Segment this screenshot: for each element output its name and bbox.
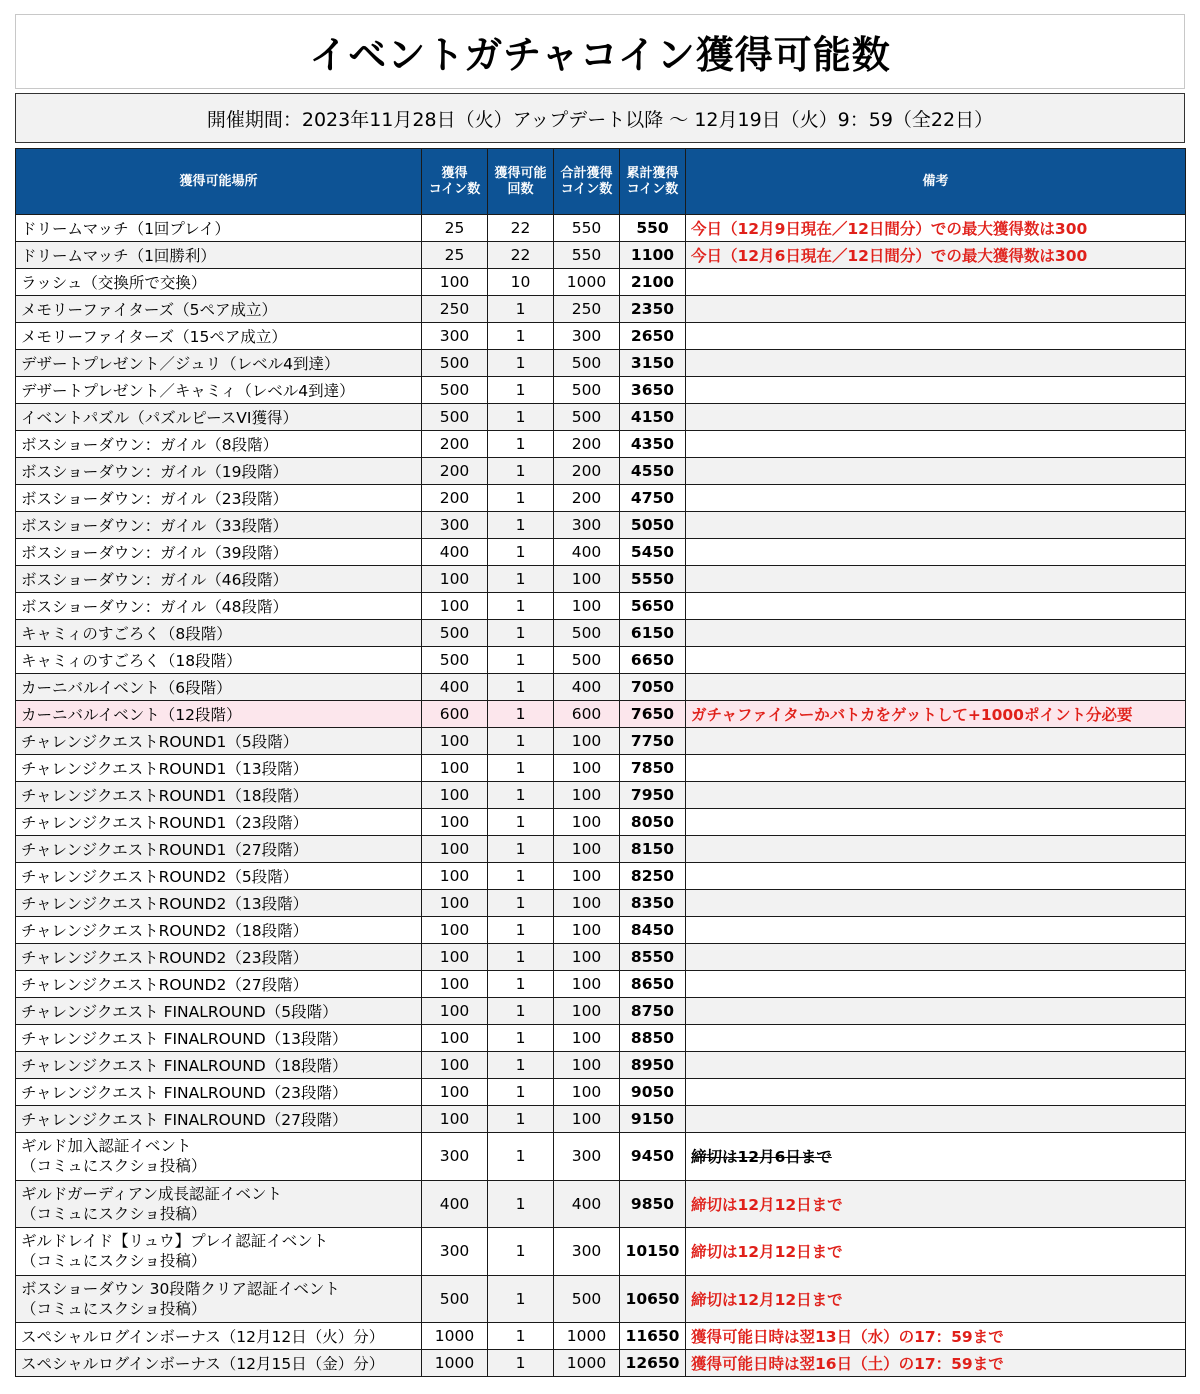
cell-coins: 100 bbox=[422, 1052, 488, 1079]
table-header-row bbox=[16, 149, 1186, 215]
table-row bbox=[16, 566, 1186, 593]
cell-total: 100 bbox=[554, 593, 620, 620]
cell-cumulative: 3150 bbox=[620, 350, 686, 377]
cell-total: 100 bbox=[554, 836, 620, 863]
cell-place: チャレンジクエストROUND1（18段階） bbox=[16, 782, 422, 809]
table-row bbox=[16, 242, 1186, 269]
cell-times: 1 bbox=[488, 458, 554, 485]
cell-times: 1 bbox=[488, 1228, 554, 1276]
cell-cumulative: 8950 bbox=[620, 1052, 686, 1079]
table-row bbox=[16, 647, 1186, 674]
cell-note bbox=[686, 863, 1186, 890]
cell-cumulative: 8750 bbox=[620, 998, 686, 1025]
cell-total: 100 bbox=[554, 863, 620, 890]
cell-times: 1 bbox=[488, 296, 554, 323]
cell-cumulative: 1100 bbox=[620, 242, 686, 269]
cell-coins: 100 bbox=[422, 809, 488, 836]
cell-note bbox=[686, 1106, 1186, 1133]
cell-cumulative: 2100 bbox=[620, 269, 686, 296]
cell-cumulative: 2650 bbox=[620, 323, 686, 350]
cell-note bbox=[686, 836, 1186, 863]
cell-place: カーニバルイベント（6段階） bbox=[16, 674, 422, 701]
cell-note bbox=[686, 1025, 1186, 1052]
cell-coins: 100 bbox=[422, 755, 488, 782]
cell-coins: 500 bbox=[422, 647, 488, 674]
table-row bbox=[16, 512, 1186, 539]
table-row bbox=[16, 215, 1186, 242]
cell-coins: 500 bbox=[422, 350, 488, 377]
cell-cumulative: 4750 bbox=[620, 485, 686, 512]
table-row bbox=[16, 971, 1186, 998]
cell-cumulative: 3650 bbox=[620, 377, 686, 404]
cell-coins: 100 bbox=[422, 917, 488, 944]
cell-total: 200 bbox=[554, 431, 620, 458]
cell-times: 1 bbox=[488, 404, 554, 431]
cell-times: 1 bbox=[488, 377, 554, 404]
cell-times: 1 bbox=[488, 1350, 554, 1377]
table-row bbox=[16, 377, 1186, 404]
cell-coins: 300 bbox=[422, 1133, 488, 1181]
cell-times: 22 bbox=[488, 242, 554, 269]
cell-cumulative: 4350 bbox=[620, 431, 686, 458]
cell-times: 1 bbox=[488, 1106, 554, 1133]
cell-coins: 100 bbox=[422, 269, 488, 296]
cell-total: 500 bbox=[554, 404, 620, 431]
cell-coins: 100 bbox=[422, 971, 488, 998]
cell-place: チャレンジクエストROUND1（23段階） bbox=[16, 809, 422, 836]
cell-coins: 100 bbox=[422, 863, 488, 890]
cell-note bbox=[686, 593, 1186, 620]
cell-cumulative: 10150 bbox=[620, 1228, 686, 1276]
cell-total: 250 bbox=[554, 296, 620, 323]
cell-times: 1 bbox=[488, 701, 554, 728]
cell-note bbox=[686, 539, 1186, 566]
cell-total: 400 bbox=[554, 539, 620, 566]
cell-cumulative: 550 bbox=[620, 215, 686, 242]
cell-place: メモリーファイターズ（5ペア成立） bbox=[16, 296, 422, 323]
cell-times: 1 bbox=[488, 512, 554, 539]
cell-total: 400 bbox=[554, 1180, 620, 1228]
cell-place: ボスショーダウン：ガイル（8段階） bbox=[16, 431, 422, 458]
table-row bbox=[16, 1275, 1186, 1323]
cell-note bbox=[686, 269, 1186, 296]
cell-note: 今日（12月6日現在／12日間分）での最大獲得数は300 bbox=[686, 242, 1186, 269]
cell-times: 1 bbox=[488, 1079, 554, 1106]
cell-cumulative: 7050 bbox=[620, 674, 686, 701]
cell-total: 1000 bbox=[554, 1323, 620, 1350]
cell-total: 400 bbox=[554, 674, 620, 701]
cell-place: ギルドガーディアン成長認証イベント （コミュにスクショ投稿） bbox=[16, 1180, 422, 1228]
cell-note bbox=[686, 404, 1186, 431]
cell-times: 1 bbox=[488, 350, 554, 377]
cell-cumulative: 8450 bbox=[620, 917, 686, 944]
cell-coins: 400 bbox=[422, 674, 488, 701]
event-period: 開催期間：2023年11月28日（火）アップデート以降 〜 12月19日（火）9：59（全22日） bbox=[206, 108, 994, 131]
cell-note bbox=[686, 755, 1186, 782]
cell-times: 1 bbox=[488, 1052, 554, 1079]
table-row bbox=[16, 620, 1186, 647]
cell-cumulative: 6150 bbox=[620, 620, 686, 647]
cell-place: スペシャルログインボーナス（12月12日（火）分） bbox=[16, 1323, 422, 1350]
cell-times: 1 bbox=[488, 809, 554, 836]
cell-coins: 100 bbox=[422, 890, 488, 917]
table-row bbox=[16, 1079, 1186, 1106]
cell-place: チャレンジクエスト FINALROUND（23段階） bbox=[16, 1079, 422, 1106]
cell-place: カーニバルイベント（12段階） bbox=[16, 701, 422, 728]
cell-coins: 100 bbox=[422, 944, 488, 971]
cell-coins: 25 bbox=[422, 242, 488, 269]
cell-times: 10 bbox=[488, 269, 554, 296]
cell-times: 1 bbox=[488, 593, 554, 620]
table-row bbox=[16, 431, 1186, 458]
cell-note bbox=[686, 458, 1186, 485]
cell-place: メモリーファイターズ（15ペア成立） bbox=[16, 323, 422, 350]
cell-cumulative: 9050 bbox=[620, 1079, 686, 1106]
cell-place: チャレンジクエストROUND2（18段階） bbox=[16, 917, 422, 944]
cell-times: 1 bbox=[488, 971, 554, 998]
cell-cumulative: 11650 bbox=[620, 1323, 686, 1350]
cell-total: 550 bbox=[554, 242, 620, 269]
cell-coins: 400 bbox=[422, 1180, 488, 1228]
cell-cumulative: 8350 bbox=[620, 890, 686, 917]
table-row bbox=[16, 593, 1186, 620]
header-total: 合計獲得 コイン数 bbox=[554, 149, 620, 215]
cell-total: 500 bbox=[554, 1275, 620, 1323]
cell-total: 300 bbox=[554, 323, 620, 350]
table-row bbox=[16, 296, 1186, 323]
cell-times: 1 bbox=[488, 1323, 554, 1350]
cell-total: 100 bbox=[554, 755, 620, 782]
cell-total: 500 bbox=[554, 377, 620, 404]
cell-place: キャミィのすごろく（18段階） bbox=[16, 647, 422, 674]
table-row bbox=[16, 755, 1186, 782]
cell-coins: 250 bbox=[422, 296, 488, 323]
cell-times: 1 bbox=[488, 998, 554, 1025]
cell-total: 300 bbox=[554, 512, 620, 539]
cell-place: ギルドレイド【リュウ】プレイ認証イベント （コミュにスクショ投稿） bbox=[16, 1228, 422, 1276]
cell-times: 1 bbox=[488, 674, 554, 701]
table-row bbox=[16, 269, 1186, 296]
table-row bbox=[16, 323, 1186, 350]
cell-cumulative: 6650 bbox=[620, 647, 686, 674]
table-row bbox=[16, 458, 1186, 485]
cell-coins: 100 bbox=[422, 836, 488, 863]
cell-coins: 100 bbox=[422, 593, 488, 620]
cell-place: ギルド加入認証イベント （コミュにスクショ投稿） bbox=[16, 1133, 422, 1181]
cell-coins: 1000 bbox=[422, 1323, 488, 1350]
table-row bbox=[16, 1052, 1186, 1079]
cell-place: チャレンジクエストROUND1（13段階） bbox=[16, 755, 422, 782]
cell-note bbox=[686, 809, 1186, 836]
header-cumulative: 累計獲得 コイン数 bbox=[620, 149, 686, 215]
cell-times: 1 bbox=[488, 1180, 554, 1228]
cell-times: 1 bbox=[488, 539, 554, 566]
cell-times: 1 bbox=[488, 431, 554, 458]
table-row bbox=[16, 944, 1186, 971]
cell-note bbox=[686, 944, 1186, 971]
cell-times: 1 bbox=[488, 323, 554, 350]
cell-coins: 100 bbox=[422, 1106, 488, 1133]
cell-cumulative: 7850 bbox=[620, 755, 686, 782]
cell-note bbox=[686, 566, 1186, 593]
cell-coins: 200 bbox=[422, 431, 488, 458]
cell-coins: 1000 bbox=[422, 1350, 488, 1377]
cell-times: 1 bbox=[488, 728, 554, 755]
cell-total: 600 bbox=[554, 701, 620, 728]
table-row bbox=[16, 782, 1186, 809]
cell-note bbox=[686, 728, 1186, 755]
cell-note: 締切は12月12日まで bbox=[686, 1180, 1186, 1228]
table-row bbox=[16, 701, 1186, 728]
cell-place: チャレンジクエストROUND2（5段階） bbox=[16, 863, 422, 890]
cell-total: 300 bbox=[554, 1133, 620, 1181]
cell-times: 1 bbox=[488, 647, 554, 674]
cell-place: チャレンジクエストROUND2（23段階） bbox=[16, 944, 422, 971]
cell-note bbox=[686, 917, 1186, 944]
cell-place: イベントパズル（パズルピースVI獲得） bbox=[16, 404, 422, 431]
cell-place: チャレンジクエスト FINALROUND（13段階） bbox=[16, 1025, 422, 1052]
cell-total: 200 bbox=[554, 458, 620, 485]
table-row bbox=[16, 1133, 1186, 1181]
cell-note bbox=[686, 296, 1186, 323]
cell-cumulative: 2350 bbox=[620, 296, 686, 323]
cell-note bbox=[686, 350, 1186, 377]
cell-cumulative: 8550 bbox=[620, 944, 686, 971]
cell-note: 締切は12月12日まで bbox=[686, 1275, 1186, 1323]
cell-place: ドリームマッチ（1回プレイ） bbox=[16, 215, 422, 242]
cell-cumulative: 8650 bbox=[620, 971, 686, 998]
cell-place: チャレンジクエストROUND2（13段階） bbox=[16, 890, 422, 917]
header-note: 備考 bbox=[686, 149, 1186, 215]
cell-total: 100 bbox=[554, 1106, 620, 1133]
cell-times: 22 bbox=[488, 215, 554, 242]
cell-total: 100 bbox=[554, 809, 620, 836]
cell-place: ボスショーダウン：ガイル（46段階） bbox=[16, 566, 422, 593]
table-row bbox=[16, 539, 1186, 566]
cell-total: 100 bbox=[554, 971, 620, 998]
cell-total: 100 bbox=[554, 1052, 620, 1079]
cell-note: 獲得可能日時は翌16日（土）の17：59まで bbox=[686, 1350, 1186, 1377]
cell-place: チャレンジクエスト FINALROUND（18段階） bbox=[16, 1052, 422, 1079]
cell-place: チャレンジクエストROUND1（27段階） bbox=[16, 836, 422, 863]
cell-coins: 500 bbox=[422, 404, 488, 431]
cell-note bbox=[686, 647, 1186, 674]
table-row bbox=[16, 1025, 1186, 1052]
cell-times: 1 bbox=[488, 944, 554, 971]
cell-place: デザートプレゼント／キャミィ（レベル4到達） bbox=[16, 377, 422, 404]
cell-times: 1 bbox=[488, 782, 554, 809]
cell-cumulative: 5450 bbox=[620, 539, 686, 566]
table-row bbox=[16, 1323, 1186, 1350]
cell-total: 100 bbox=[554, 917, 620, 944]
cell-coins: 500 bbox=[422, 620, 488, 647]
table-row bbox=[16, 1180, 1186, 1228]
cell-total: 500 bbox=[554, 647, 620, 674]
cell-place: ボスショーダウン：ガイル（48段階） bbox=[16, 593, 422, 620]
cell-times: 1 bbox=[488, 485, 554, 512]
table-row bbox=[16, 1228, 1186, 1276]
cell-place: ボスショーダウン：ガイル（19段階） bbox=[16, 458, 422, 485]
cell-coins: 300 bbox=[422, 512, 488, 539]
cell-cumulative: 8050 bbox=[620, 809, 686, 836]
cell-coins: 600 bbox=[422, 701, 488, 728]
cell-note bbox=[686, 782, 1186, 809]
cell-total: 550 bbox=[554, 215, 620, 242]
cell-place: チャレンジクエスト FINALROUND（27段階） bbox=[16, 1106, 422, 1133]
cell-total: 100 bbox=[554, 728, 620, 755]
cell-times: 1 bbox=[488, 620, 554, 647]
cell-cumulative: 5650 bbox=[620, 593, 686, 620]
cell-cumulative: 7750 bbox=[620, 728, 686, 755]
page-title-box bbox=[15, 14, 1185, 89]
cell-note: 締切は12月12日まで bbox=[686, 1228, 1186, 1276]
cell-total: 500 bbox=[554, 350, 620, 377]
cell-coins: 400 bbox=[422, 539, 488, 566]
cell-note bbox=[686, 890, 1186, 917]
cell-cumulative: 10650 bbox=[620, 1275, 686, 1323]
cell-place: チャレンジクエストROUND2（27段階） bbox=[16, 971, 422, 998]
table-row bbox=[16, 863, 1186, 890]
cell-place: キャミィのすごろく（8段階） bbox=[16, 620, 422, 647]
table-row bbox=[16, 728, 1186, 755]
cell-coins: 200 bbox=[422, 458, 488, 485]
cell-cumulative: 8850 bbox=[620, 1025, 686, 1052]
table-row bbox=[16, 485, 1186, 512]
cell-total: 300 bbox=[554, 1228, 620, 1276]
cell-coins: 200 bbox=[422, 485, 488, 512]
cell-note bbox=[686, 674, 1186, 701]
cell-place: ボスショーダウン：ガイル（39段階） bbox=[16, 539, 422, 566]
cell-cumulative: 12650 bbox=[620, 1350, 686, 1377]
cell-total: 100 bbox=[554, 890, 620, 917]
cell-place: チャレンジクエスト FINALROUND（5段階） bbox=[16, 998, 422, 1025]
cell-total: 100 bbox=[554, 944, 620, 971]
cell-times: 1 bbox=[488, 566, 554, 593]
cell-cumulative: 9850 bbox=[620, 1180, 686, 1228]
cell-place: ボスショーダウン：ガイル（23段階） bbox=[16, 485, 422, 512]
cell-times: 1 bbox=[488, 1275, 554, 1323]
cell-cumulative: 5550 bbox=[620, 566, 686, 593]
cell-coins: 100 bbox=[422, 566, 488, 593]
cell-total: 1000 bbox=[554, 269, 620, 296]
cell-coins: 25 bbox=[422, 215, 488, 242]
cell-note: ガチャファイターかバトカをゲットして+1000ポイント分必要 bbox=[686, 701, 1186, 728]
cell-times: 1 bbox=[488, 755, 554, 782]
cell-place: ボスショーダウン 30段階クリア認証イベント （コミュにスクショ投稿） bbox=[16, 1275, 422, 1323]
cell-note bbox=[686, 512, 1186, 539]
cell-place: ラッシュ（交換所で交換） bbox=[16, 269, 422, 296]
cell-times: 1 bbox=[488, 863, 554, 890]
table-row bbox=[16, 1106, 1186, 1133]
cell-note bbox=[686, 431, 1186, 458]
cell-note: 今日（12月9日現在／12日間分）での最大獲得数は300 bbox=[686, 215, 1186, 242]
cell-place: ドリームマッチ（1回勝利） bbox=[16, 242, 422, 269]
cell-times: 1 bbox=[488, 890, 554, 917]
header-coins: 獲得 コイン数 bbox=[422, 149, 488, 215]
cell-cumulative: 7650 bbox=[620, 701, 686, 728]
cell-note bbox=[686, 620, 1186, 647]
table-row bbox=[16, 998, 1186, 1025]
cell-times: 1 bbox=[488, 836, 554, 863]
cell-place: スペシャルログインボーナス（12月15日（金）分） bbox=[16, 1350, 422, 1377]
coin-table bbox=[15, 148, 1186, 1377]
cell-note bbox=[686, 998, 1186, 1025]
page-title: イベントガチャコイン獲得可能数 bbox=[309, 33, 891, 77]
header-place: 獲得可能場所 bbox=[16, 149, 422, 215]
cell-coins: 100 bbox=[422, 1079, 488, 1106]
cell-coins: 100 bbox=[422, 1025, 488, 1052]
cell-cumulative: 9450 bbox=[620, 1133, 686, 1181]
cell-note bbox=[686, 485, 1186, 512]
table-row bbox=[16, 404, 1186, 431]
cell-coins: 300 bbox=[422, 323, 488, 350]
cell-note bbox=[686, 1052, 1186, 1079]
cell-total: 100 bbox=[554, 1079, 620, 1106]
header-times: 獲得可能 回数 bbox=[488, 149, 554, 215]
cell-note bbox=[686, 323, 1186, 350]
cell-cumulative: 8250 bbox=[620, 863, 686, 890]
cell-note bbox=[686, 377, 1186, 404]
cell-cumulative: 4150 bbox=[620, 404, 686, 431]
cell-cumulative: 4550 bbox=[620, 458, 686, 485]
cell-times: 1 bbox=[488, 917, 554, 944]
cell-cumulative: 7950 bbox=[620, 782, 686, 809]
cell-note bbox=[686, 971, 1186, 998]
table-row bbox=[16, 890, 1186, 917]
cell-total: 100 bbox=[554, 566, 620, 593]
cell-total: 100 bbox=[554, 998, 620, 1025]
cell-total: 200 bbox=[554, 485, 620, 512]
cell-place: チャレンジクエストROUND1（5段階） bbox=[16, 728, 422, 755]
cell-cumulative: 5050 bbox=[620, 512, 686, 539]
cell-place: デザートプレゼント／ジュリ（レベル4到達） bbox=[16, 350, 422, 377]
cell-place: ボスショーダウン：ガイル（33段階） bbox=[16, 512, 422, 539]
cell-total: 100 bbox=[554, 782, 620, 809]
cell-coins: 100 bbox=[422, 728, 488, 755]
table-row bbox=[16, 809, 1186, 836]
cell-coins: 100 bbox=[422, 782, 488, 809]
table-row bbox=[16, 674, 1186, 701]
cell-coins: 100 bbox=[422, 998, 488, 1025]
cell-total: 1000 bbox=[554, 1350, 620, 1377]
cell-note: 締切は12月6日まで bbox=[686, 1133, 1186, 1181]
cell-times: 1 bbox=[488, 1133, 554, 1181]
table-row bbox=[16, 1350, 1186, 1377]
cell-total: 500 bbox=[554, 620, 620, 647]
event-period-box bbox=[15, 93, 1185, 143]
cell-times: 1 bbox=[488, 1025, 554, 1052]
table-row bbox=[16, 350, 1186, 377]
table-row bbox=[16, 917, 1186, 944]
cell-note bbox=[686, 1079, 1186, 1106]
cell-total: 100 bbox=[554, 1025, 620, 1052]
cell-cumulative: 9150 bbox=[620, 1106, 686, 1133]
cell-note: 獲得可能日時は翌13日（水）の17：59まで bbox=[686, 1323, 1186, 1350]
table-row bbox=[16, 836, 1186, 863]
cell-coins: 300 bbox=[422, 1228, 488, 1276]
cell-coins: 500 bbox=[422, 1275, 488, 1323]
cell-coins: 500 bbox=[422, 377, 488, 404]
cell-cumulative: 8150 bbox=[620, 836, 686, 863]
